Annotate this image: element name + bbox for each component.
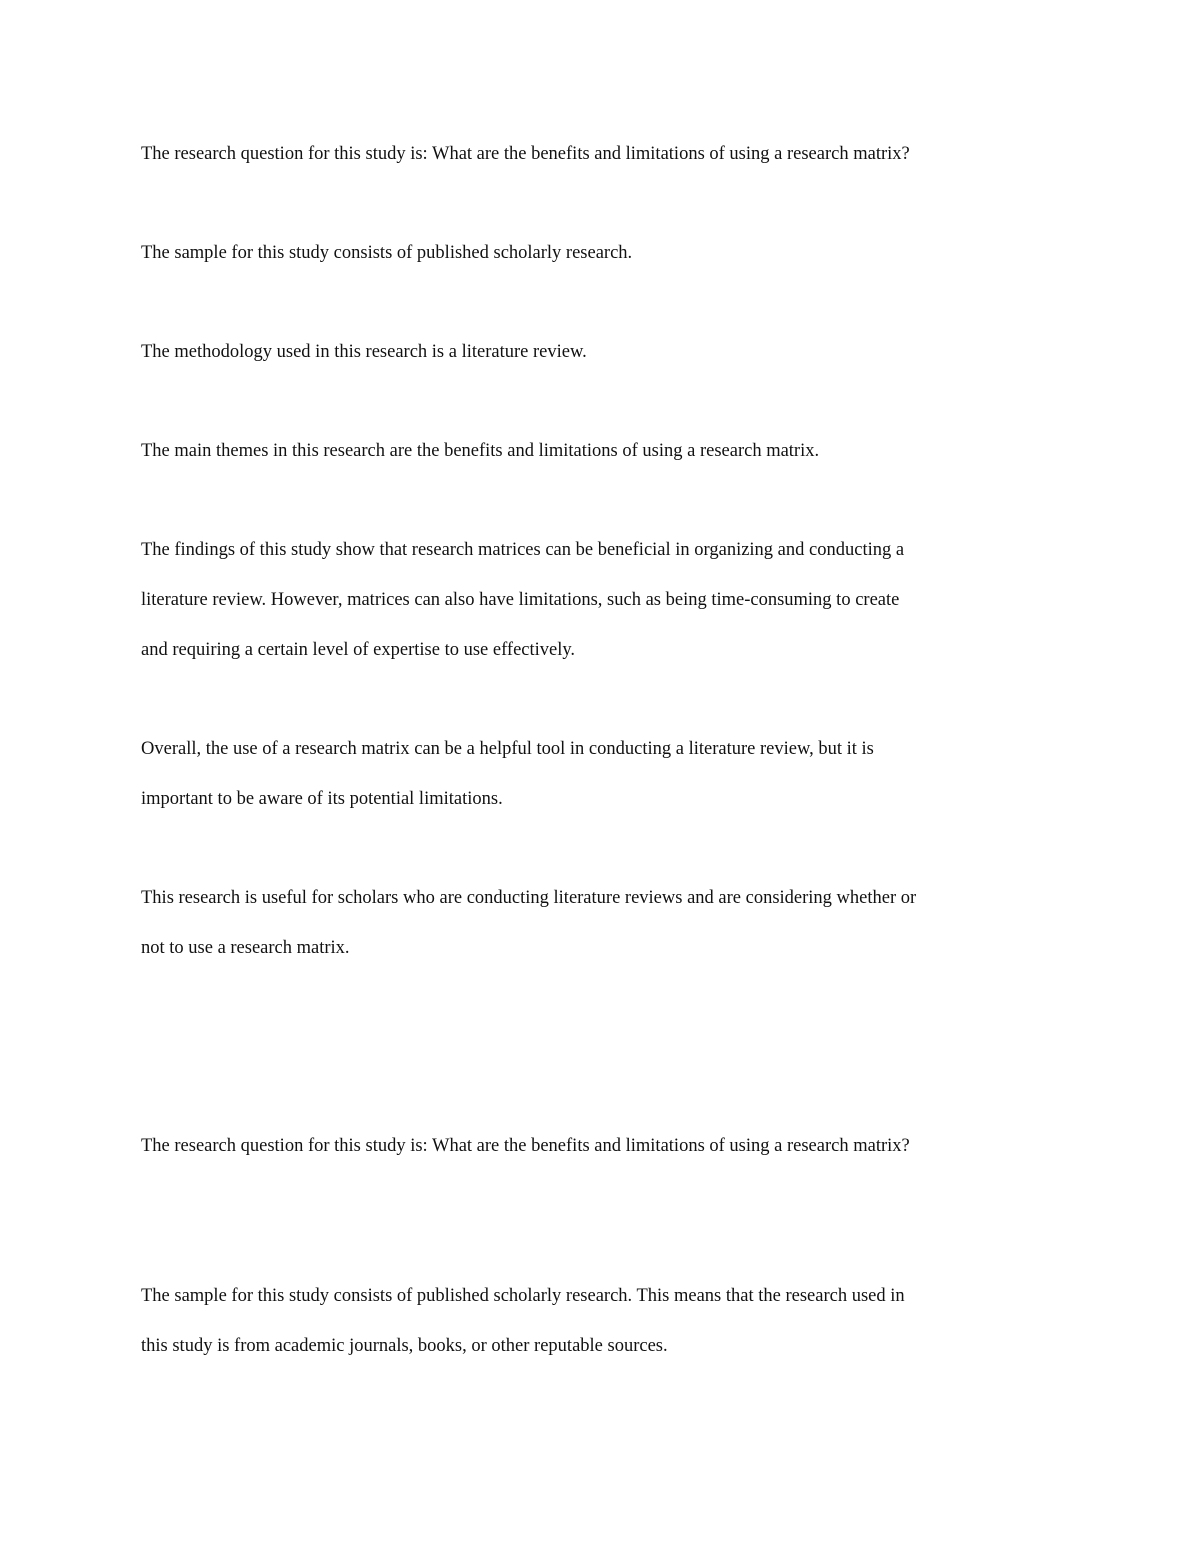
paragraph-line: Overall, the use of a research matrix can be a helpful tool in conducting a literature review, but it is <box>141 739 874 759</box>
paragraph-line: important to be aware of its potential limitations. <box>141 789 503 809</box>
paragraph-line: The research question for this study is: What are the benefits and limitations of using a research matrix? <box>141 1136 910 1156</box>
paragraph-line: The research question for this study is: What are the benefits and limitations of using a research matrix? <box>141 144 910 164</box>
paragraph-main-themes <box>141 426 1061 476</box>
paragraph-overall <box>141 724 1061 824</box>
paragraph-line: The findings of this study show that research matrices can be beneficial in organizing and conducting a <box>141 540 905 560</box>
paragraph-research-question-repeat <box>141 1121 1061 1171</box>
paragraph-sample <box>141 228 1061 278</box>
paragraph-line: The methodology used in this research is a literature review. <box>141 342 587 362</box>
paragraph-line: The sample for this study consists of published scholarly research. This means that the research used in <box>141 1286 905 1306</box>
paragraph-line: The main themes in this research are the benefits and limitations of using a research matrix. <box>141 441 820 461</box>
paragraph-usefulness <box>141 873 1061 973</box>
paragraph-research-question <box>141 129 1061 179</box>
paragraph-line: The sample for this study consists of published scholarly research. <box>141 243 633 263</box>
paragraph-line: not to use a research matrix. <box>141 938 350 958</box>
paragraph-line: literature review. However, matrices can also have limitations, such as being time-consuming to create <box>141 590 900 610</box>
paragraph-findings <box>141 525 1061 675</box>
paragraph-methodology <box>141 327 1061 377</box>
paragraph-line: and requiring a certain level of expertise to use effectively. <box>141 640 576 660</box>
paragraph-line: this study is from academic journals, books, or other reputable sources. <box>141 1336 668 1356</box>
paragraph-sample-extended <box>141 1271 1061 1371</box>
paragraph-line: This research is useful for scholars who are conducting literature reviews and are considering whether or <box>141 888 917 908</box>
